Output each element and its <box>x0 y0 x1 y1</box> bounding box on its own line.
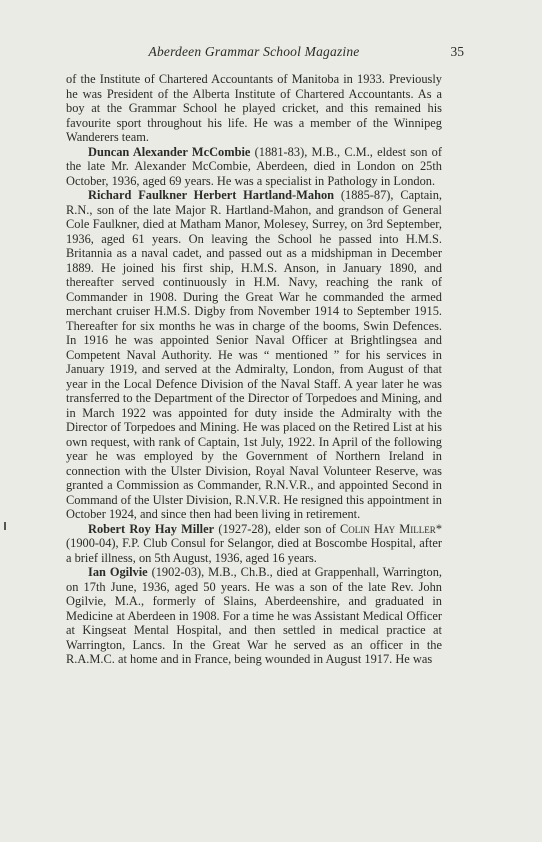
paragraph-text: of the Institute of Chartered Accountants of Manitoba in 1933. Previously he was President of the Alberta Institute of Chartered Accountants. As a boy at the Grammar School he played cricket, and this remained his favourite sport throughout his life. He was a member of the Winnipeg Wanderers team. <box>66 72 442 144</box>
paragraph-text: (1902-03), M.B., Ch.B., died at Grappenhall, Warrington, on 17th June, 1936, aged 50 years. He was a son of the late Rev. John Ogilvie, M.A., formerly of Slains, Aberdeenshire, and graduated in Medicine at Aberdeen in 1908. For a time he was Assistant Medical Officer at Kingseat Mental Hospital, and then settled in medical practice at Warrington, Lancs. In the Great War he served as an officer in the R.A.M.C. at home and in France, being wounded in August 1917. He was <box>66 565 442 666</box>
page-number: 35 <box>450 44 464 59</box>
obituary-miller <box>66 522 442 566</box>
person-name: Duncan Alexander McCombie <box>88 144 251 159</box>
person-name: Richard Faulkner Herbert Hartland-Mahon <box>88 188 335 202</box>
paragraph-text: * (1900-04), F.P. Club Consul for Selangor, died at Boscombe Hospital, after a brief illness, on 5th August, 1936, aged 16 years. <box>66 521 443 565</box>
obituary-mccombie <box>66 145 442 189</box>
paragraph-continuation <box>66 72 442 145</box>
paragraph-text: (1885-87), Captain, R.N., son of the late Major R. Hartland-Mahon, and grandson of General Cole Faulkner, died at Matham Manor, Molesey, Surrey, on 3rd September, 1936, aged 61 years. On leaving the School he passed into H.M.S. Britannia as a naval cadet, and passed out as a midshipman in December 1889. He joined his first ship, H.M.S. Anson, in January 1890, and thereafter served continuously in H.M. Navy, reaching the rank of Commander in 1908. During the Great War he commanded the armed merchant cruiser H.M.S. Digby from November 1914 to September 1915. Thereafter for six months he was in charge of the booms, Swin Defences. In 1916 he was appointed Senior Naval Officer at Brightlingsea and Competent Naval Authority. He was “ mentioned ” for his services in January 1919, and served at the Admiralty, London, from August of that year in the Local Defence Division of the Naval Staff. A year later he was transferred to the Department of the Director of Torpedoes and Mining, and in March 1922 was appointed for duty inside the Admiralty with the Director of Torpedoes and Mining. He was placed on the Retired List at his own request, with rank of Captain, 1st July, 1922. In April of the following year he was employed by the Government of Northern Ireland in connection with the Ulster Division, Royal Naval Volunteer Reserve, was granted a Commission as Commander, R.N.V.R., and appointed Second in Command of the Ulster Division, R.N.V.R. He resigned this appointment in October 1924, and since then had been living in retirement. <box>66 188 442 521</box>
running-header <box>66 44 464 64</box>
related-person-name: Colin Hay Miller <box>340 521 436 536</box>
person-name: Ian Ogilvie <box>88 565 148 579</box>
obituary-hartland-mahon <box>66 188 442 522</box>
paragraph-text: (1927-28), elder son of <box>214 521 341 536</box>
person-name: Robert Roy Hay Miller <box>88 521 215 536</box>
paragraph-text: (1881-83), M.B., C.M., eldest son of the late Mr. Alexander McCombie, Aberdeen, died in London on 25th October, 1936, aged 69 years. He was a specialist in Pathology in London. <box>66 144 442 188</box>
obituary-ogilvie <box>66 565 442 667</box>
magazine-title: Aberdeen Grammar School Magazine <box>148 44 360 59</box>
margin-mark <box>4 522 6 530</box>
obituary-text <box>66 72 442 667</box>
